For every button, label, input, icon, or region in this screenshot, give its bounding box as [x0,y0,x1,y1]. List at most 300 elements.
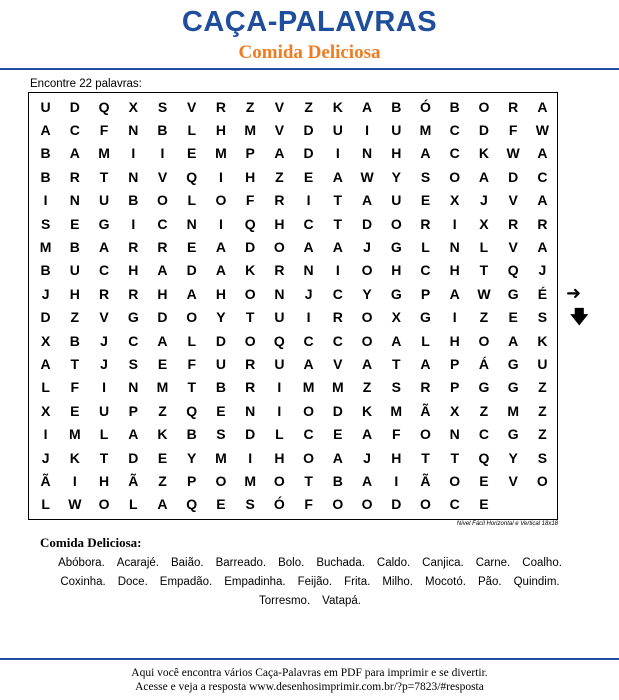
grid-cell[interactable]: J [100,355,108,372]
grid-cell[interactable]: M [215,145,227,162]
grid-cell[interactable]: V [99,309,109,326]
grid-cell[interactable]: D [128,449,139,466]
grid-cell[interactable]: H [449,262,460,279]
grid-cell[interactable]: A [128,426,139,443]
grid-cell[interactable]: E [303,168,314,185]
grid-cell[interactable]: A [420,145,431,162]
grid-cell[interactable]: V [508,239,518,256]
grid-cell[interactable]: C [128,332,139,349]
grid-cell[interactable]: H [391,145,402,162]
grid-cell[interactable]: L [275,426,284,443]
grid-cell[interactable]: Z [538,426,547,443]
grid-cell[interactable]: R [69,168,80,185]
grid-cell[interactable]: H [157,285,168,302]
grid-cell[interactable]: F [99,122,109,139]
grid-cell[interactable]: R [157,239,168,256]
grid-cell[interactable]: A [186,285,197,302]
grid-cell[interactable]: A [157,262,168,279]
grid-cell[interactable]: R [274,262,285,279]
grid-cell[interactable]: B [40,262,51,279]
grid-cell[interactable]: P [420,285,431,302]
grid-cell[interactable]: B [332,472,343,489]
grid-cell[interactable]: H [274,215,285,232]
grid-cell[interactable]: G [420,309,431,326]
grid-cell[interactable]: I [72,472,77,489]
grid-cell[interactable]: O [157,192,168,209]
grid-cell[interactable]: Y [508,449,518,466]
grid-cell[interactable]: H [449,332,460,349]
grid-cell[interactable]: L [479,239,489,256]
grid-cell[interactable]: Z [158,472,167,489]
grid-cell[interactable]: E [187,239,197,256]
grid-cell[interactable]: Q [186,496,198,513]
grid-cell[interactable]: R [274,192,285,209]
grid-cell[interactable]: T [450,449,459,466]
grid-cell[interactable]: P [128,402,138,419]
grid-cell[interactable]: S [128,355,138,372]
grid-cell[interactable]: T [304,472,313,489]
grid-cell[interactable]: U [98,402,110,419]
grid-cell[interactable]: E [479,472,489,489]
grid-cell[interactable]: Q [98,98,110,115]
grid-cell[interactable]: H [98,472,110,489]
grid-cell[interactable]: I [277,402,282,419]
grid-cell[interactable]: O [273,472,285,489]
grid-cell[interactable]: A [303,355,314,372]
grid-cell[interactable]: K [361,402,373,419]
grid-cell[interactable]: C [332,285,343,302]
grid-cell[interactable]: J [41,285,50,302]
grid-cell[interactable]: C [537,168,548,185]
grid-cell[interactable]: A [420,355,431,372]
grid-cell[interactable]: T [333,192,343,209]
grid-cell[interactable]: F [187,355,196,372]
grid-cell[interactable]: K [245,262,256,279]
grid-cell[interactable]: A [157,332,168,349]
grid-cell[interactable]: O [244,332,256,349]
grid-cell[interactable]: T [421,449,430,466]
grid-cell[interactable]: M [156,379,169,396]
grid-cell[interactable]: A [537,98,548,115]
grid-cell[interactable]: Z [275,168,284,185]
grid-cell[interactable]: D [186,262,197,279]
grid-cell[interactable]: R [508,215,519,232]
grid-cell[interactable]: H [215,122,226,139]
grid-cell[interactable]: R [420,379,431,396]
grid-cell[interactable]: U [215,355,226,372]
grid-cell[interactable]: O [536,472,548,489]
grid-cell[interactable]: D [40,309,51,326]
grid-cell[interactable]: U [40,98,51,115]
grid-cell[interactable]: O [244,285,256,302]
grid-cell[interactable]: I [452,215,457,232]
grid-cell[interactable]: I [43,192,48,209]
grid-cell[interactable]: H [274,449,285,466]
grid-cell[interactable]: T [333,215,343,232]
grid-cell[interactable]: M [507,402,519,419]
grid-cell[interactable]: H [215,285,226,302]
grid-cell[interactable]: I [452,309,457,326]
grid-cell[interactable]: C [449,122,460,139]
grid-cell[interactable]: E [479,496,489,513]
grid-cell[interactable]: X [479,215,489,232]
grid-cell[interactable]: W [535,122,549,139]
grid-cell[interactable]: Ó [420,98,431,115]
grid-cell[interactable]: B [157,122,168,139]
grid-cell[interactable]: R [245,379,256,396]
grid-cell[interactable]: L [41,379,50,396]
grid-cell[interactable]: N [245,402,256,419]
grid-cell[interactable]: B [40,168,51,185]
grid-cell[interactable]: Y [391,168,401,185]
grid-cell[interactable]: U [69,262,80,279]
grid-cell[interactable]: N [128,168,139,185]
grid-cell[interactable]: N [186,215,197,232]
grid-cell[interactable]: V [508,192,518,209]
grid-cell[interactable]: E [70,402,80,419]
grid-cell[interactable]: P [450,355,460,372]
grid-cell[interactable]: C [303,215,314,232]
grid-cell[interactable]: A [361,426,373,443]
grid-cell[interactable]: A [537,239,548,256]
grid-cell[interactable]: É [537,285,548,302]
grid-cell[interactable]: D [391,496,402,513]
grid-cell[interactable]: O [420,426,431,443]
grid-cell[interactable]: U [537,355,548,372]
grid-cell[interactable]: A [478,168,489,185]
grid-cell[interactable]: O [273,239,285,256]
grid-cell[interactable]: A [98,239,110,256]
grid-cell[interactable]: T [70,355,80,372]
grid-cell[interactable]: S [537,449,548,466]
grid-cell[interactable]: L [187,192,196,209]
grid-cell[interactable]: S [391,379,401,396]
grid-cell[interactable]: G [127,309,139,326]
grid-cell[interactable]: I [102,379,106,396]
grid-cell[interactable]: G [390,285,402,302]
grid-cell[interactable]: I [277,379,282,396]
grid-cell[interactable]: L [187,122,196,139]
grid-cell[interactable]: Q [507,262,519,279]
grid-cell[interactable]: Y [362,285,372,302]
grid-cell[interactable]: N [361,145,373,162]
grid-cell[interactable]: E [333,426,343,443]
grid-cell[interactable]: Q [273,332,285,349]
grid-cell[interactable]: E [420,192,431,209]
grid-cell[interactable]: X [450,402,460,419]
grid-cell[interactable]: E [216,402,226,419]
grid-cell[interactable]: X [128,98,138,115]
grid-cell[interactable]: S [157,98,168,115]
grid-cell[interactable]: C [303,426,314,443]
grid-cell[interactable]: M [302,379,315,396]
grid-cell[interactable]: A [537,192,548,209]
grid-cell[interactable]: R [508,98,519,115]
grid-cell[interactable]: V [274,122,285,139]
grid-cell[interactable]: Z [479,309,489,326]
grid-cell[interactable]: F [391,426,401,443]
grid-cell[interactable]: T [99,449,109,466]
grid-cell[interactable]: O [390,215,402,232]
grid-cell[interactable]: O [303,402,315,419]
grid-cell[interactable]: A [69,145,80,162]
grid-cell[interactable]: O [361,496,373,513]
grid-cell[interactable]: D [508,168,519,185]
grid-cell[interactable]: A [274,145,285,162]
grid-cell[interactable]: R [332,309,343,326]
grid-cell[interactable]: Q [478,449,490,466]
grid-cell[interactable]: C [478,426,489,443]
grid-cell[interactable]: A [361,355,373,372]
grid-cell[interactable]: D [303,122,314,139]
grid-cell[interactable]: Ã [420,402,431,419]
grid-cell[interactable]: C [449,496,460,513]
grid-cell[interactable]: F [245,192,255,209]
grid-cell[interactable]: X [40,332,51,349]
grid-cell[interactable]: I [335,145,340,162]
grid-cell[interactable]: S [537,309,548,326]
grid-cell[interactable]: P [245,145,255,162]
grid-cell[interactable]: Q [186,168,198,185]
grid-cell[interactable]: C [157,215,168,232]
grid-cell[interactable]: R [98,285,110,302]
grid-cell[interactable]: O [215,192,227,209]
grid-cell[interactable]: V [274,98,285,115]
grid-cell[interactable]: L [128,496,138,513]
grid-cell[interactable]: I [248,449,253,466]
grid-cell[interactable]: Ã [128,472,139,489]
grid-cell[interactable]: O [420,496,431,513]
grid-cell[interactable]: Z [70,309,80,326]
grid-cell[interactable]: S [245,496,255,513]
grid-cell[interactable]: L [41,496,50,513]
grid-cell[interactable]: D [215,332,226,349]
grid-cell[interactable]: Z [158,402,167,419]
grid-cell[interactable]: A [215,239,226,256]
grid-cell[interactable]: A [40,355,51,372]
grid-cell[interactable]: I [365,122,369,139]
grid-cell[interactable]: I [218,168,223,185]
grid-cell[interactable]: X [391,309,401,326]
grid-cell[interactable]: M [68,426,81,443]
grid-cell[interactable]: Q [186,402,198,419]
grid-cell[interactable]: C [98,262,110,279]
grid-cell[interactable]: K [478,145,489,162]
grid-cell[interactable]: J [41,449,50,466]
grid-cell[interactable]: V [187,98,197,115]
grid-cell[interactable]: A [391,332,402,349]
grid-cell[interactable]: M [419,122,432,139]
grid-cell[interactable]: J [304,285,313,302]
grid-cell[interactable]: R [215,98,226,115]
grid-cell[interactable]: I [131,215,136,232]
grid-cell[interactable]: I [43,426,48,443]
grid-cell[interactable]: J [363,449,371,466]
grid-cell[interactable]: R [420,215,431,232]
grid-cell[interactable]: M [244,122,256,139]
grid-cell[interactable]: E [157,355,168,372]
grid-cell[interactable]: B [69,239,80,256]
grid-cell[interactable]: P [187,472,197,489]
grid-cell[interactable]: C [449,145,460,162]
grid-cell[interactable]: Q [244,215,256,232]
grid-cell[interactable]: A [215,262,226,279]
grid-cell[interactable]: Z [538,402,547,419]
grid-cell[interactable]: M [98,145,110,162]
grid-cell[interactable]: L [421,239,430,256]
grid-cell[interactable]: O [361,262,373,279]
grid-cell[interactable]: H [391,262,402,279]
grid-cell[interactable]: D [361,215,373,232]
grid-cell[interactable]: B [40,145,51,162]
grid-cell[interactable]: G [507,426,519,443]
grid-cell[interactable]: U [391,192,402,209]
grid-cell[interactable]: S [420,168,431,185]
grid-cell[interactable]: O [361,309,373,326]
grid-cell[interactable]: B [215,379,226,396]
grid-cell[interactable]: I [306,309,311,326]
grid-cell[interactable]: H [391,449,402,466]
grid-cell[interactable]: U [274,309,285,326]
grid-cell[interactable]: J [363,239,371,256]
grid-cell[interactable]: T [99,168,109,185]
grid-cell[interactable]: O [215,472,227,489]
grid-cell[interactable]: Y [187,449,197,466]
grid-cell[interactable]: D [157,309,168,326]
grid-cell[interactable]: O [449,472,461,489]
grid-cell[interactable]: W [506,145,520,162]
grid-cell[interactable]: E [187,145,197,162]
grid-cell[interactable]: W [477,285,491,302]
grid-cell[interactable]: O [361,332,373,349]
grid-cell[interactable]: Ã [40,472,51,489]
grid-cell[interactable]: L [99,426,109,443]
grid-cell[interactable]: A [537,145,548,162]
grid-cell[interactable]: G [507,285,519,302]
grid-cell[interactable]: S [40,215,51,232]
grid-cell[interactable]: Ó [273,496,285,513]
grid-cell[interactable]: M [331,379,344,396]
grid-cell[interactable]: E [157,449,168,466]
grid-cell[interactable]: Ã [420,472,431,489]
grid-cell[interactable]: K [537,332,548,349]
grid-cell[interactable]: B [186,426,197,443]
grid-cell[interactable]: U [332,122,343,139]
grid-cell[interactable]: I [306,192,311,209]
grid-cell[interactable]: L [187,332,196,349]
grid-cell[interactable]: J [538,262,547,279]
grid-cell[interactable]: C [420,262,431,279]
grid-cell[interactable]: C [303,332,314,349]
grid-cell[interactable]: A [303,239,314,256]
grid-cell[interactable]: O [478,332,490,349]
grid-cell[interactable]: G [478,379,490,396]
grid-cell[interactable]: O [449,168,461,185]
grid-cell[interactable]: U [98,192,110,209]
grid-cell[interactable]: G [507,355,519,372]
grid-cell[interactable]: A [508,332,519,349]
grid-cell[interactable]: A [332,239,343,256]
grid-cell[interactable]: X [450,192,460,209]
grid-cell[interactable]: G [98,215,110,232]
grid-cell[interactable]: N [69,192,80,209]
grid-cell[interactable]: J [480,192,488,209]
grid-cell[interactable]: A [157,496,168,513]
grid-cell[interactable]: Z [245,98,255,115]
grid-cell[interactable]: M [390,402,403,419]
grid-cell[interactable]: B [69,332,80,349]
grid-cell[interactable]: U [391,122,402,139]
grid-cell[interactable]: I [394,472,399,489]
grid-cell[interactable]: N [128,379,139,396]
grid-cell[interactable]: U [274,355,285,372]
grid-cell[interactable]: Y [216,309,226,326]
grid-cell[interactable]: I [335,262,340,279]
grid-cell[interactable]: O [98,496,110,513]
grid-cell[interactable]: C [332,332,343,349]
grid-cell[interactable]: N [449,239,460,256]
grid-cell[interactable]: Z [538,379,547,396]
grid-cell[interactable]: O [478,98,490,115]
grid-cell[interactable]: F [70,379,80,396]
grid-cell[interactable]: K [332,98,343,115]
grid-cell[interactable]: M [39,239,52,256]
grid-cell[interactable]: E [508,309,518,326]
grid-cell[interactable]: Z [479,402,489,419]
grid-cell[interactable]: B [391,98,402,115]
grid-cell[interactable]: V [508,472,518,489]
grid-cell[interactable]: W [68,496,82,513]
grid-cell[interactable]: O [303,449,315,466]
grid-cell[interactable]: D [245,239,256,256]
grid-cell[interactable]: G [507,379,519,396]
grid-cell[interactable]: A [361,98,373,115]
grid-cell[interactable]: R [128,285,139,302]
grid-cell[interactable]: T [187,379,196,396]
grid-cell[interactable]: J [100,332,108,349]
grid-cell[interactable]: A [332,449,343,466]
grid-cell[interactable]: M [215,449,227,466]
grid-cell[interactable]: A [361,472,373,489]
grid-cell[interactable]: H [128,262,139,279]
grid-cell[interactable]: N [303,262,314,279]
grid-cell[interactable]: L [421,332,430,349]
grid-cell[interactable]: V [333,355,343,372]
grid-cell[interactable]: H [245,168,256,185]
grid-cell[interactable]: A [361,192,373,209]
grid-cell[interactable]: S [216,426,226,443]
grid-cell[interactable]: O [186,309,198,326]
grid-cell[interactable]: N [128,122,139,139]
grid-cell[interactable]: D [303,145,314,162]
grid-cell[interactable]: T [479,262,489,279]
grid-cell[interactable]: R [537,215,548,232]
grid-cell[interactable]: R [128,239,139,256]
grid-cell[interactable]: X [40,402,51,419]
grid-cell[interactable]: M [244,472,256,489]
grid-cell[interactable]: Á [478,355,489,372]
grid-cell[interactable]: Z [304,98,313,115]
grid-cell[interactable]: O [332,496,344,513]
grid-cell[interactable]: V [157,168,168,185]
grid-cell[interactable]: E [70,215,80,232]
grid-cell[interactable]: N [449,426,460,443]
grid-cell[interactable]: B [449,98,460,115]
grid-cell[interactable]: B [128,192,139,209]
grid-cell[interactable]: I [131,145,136,162]
grid-cell[interactable]: I [160,145,165,162]
grid-cell[interactable]: H [69,285,80,302]
